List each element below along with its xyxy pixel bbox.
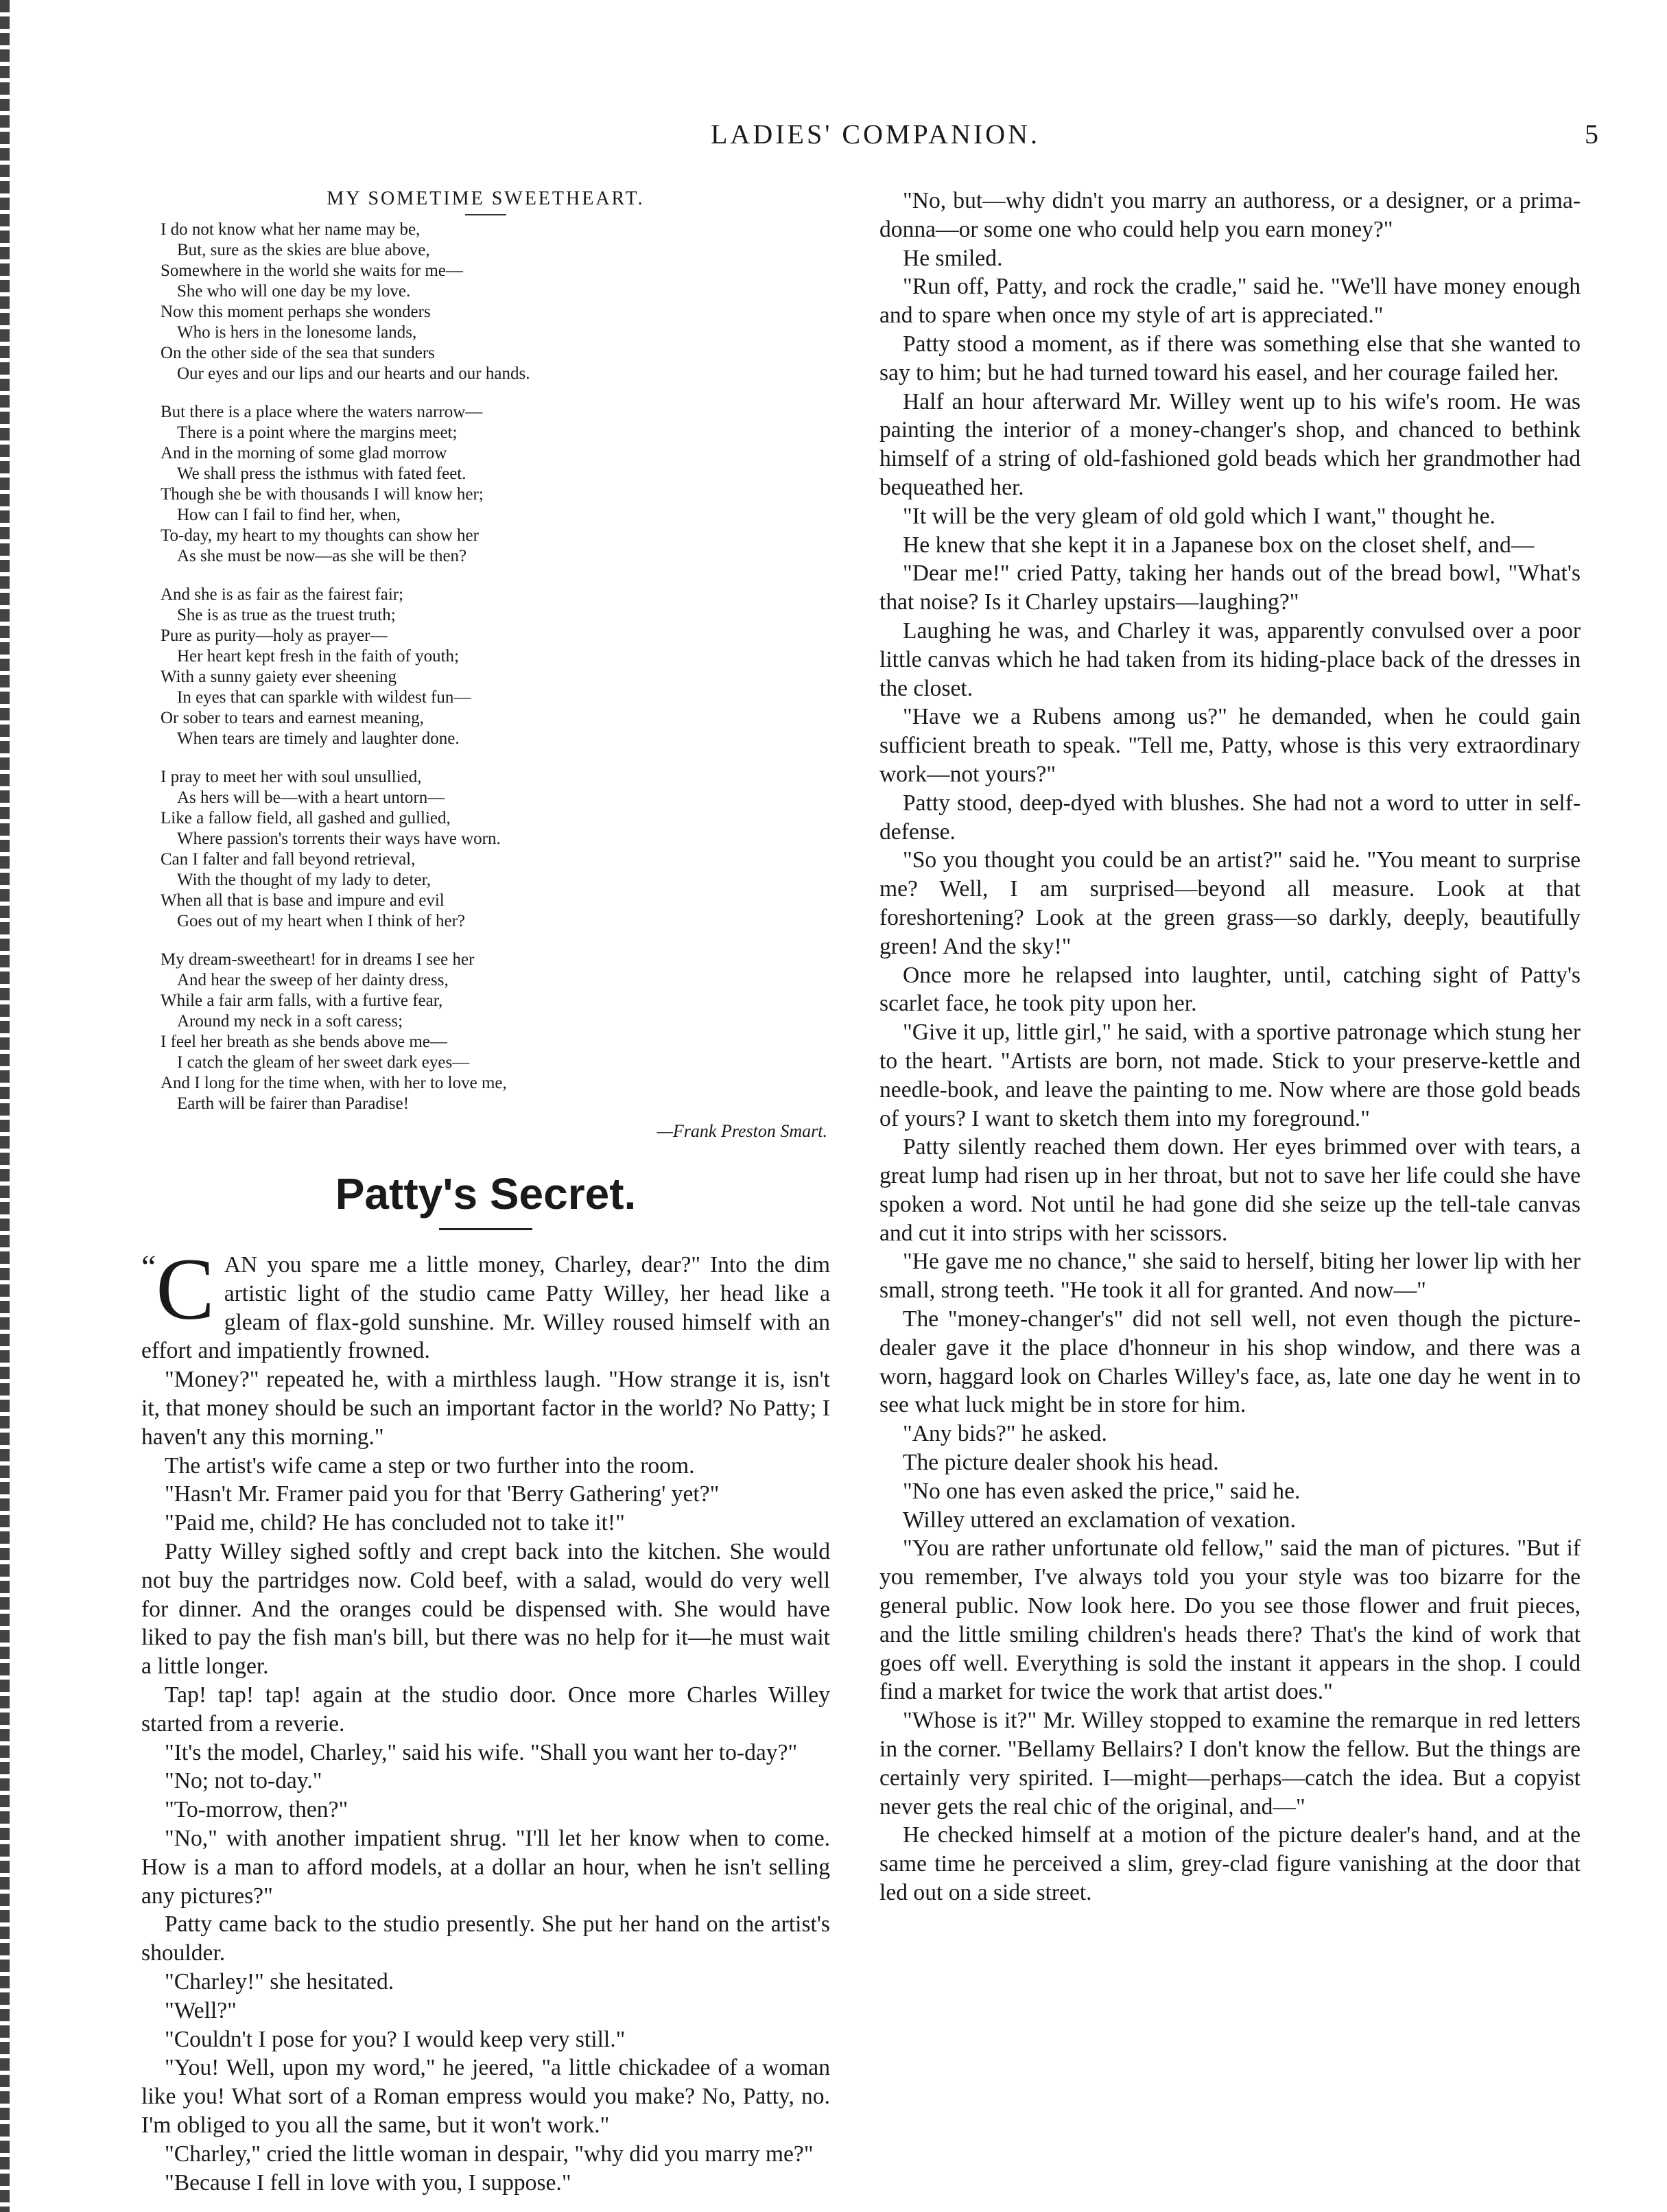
story-paragraph: The artist's wife came a step or two further into the room. [165, 1452, 695, 1479]
story-paragraph: "You! Well, upon my word," he jeered, "a little chickadee of a woman like you! What sort of a Roman empress would you make? No, Patty, no. I'm obliged to you all the same, but it won't work." [141, 2055, 830, 2138]
poem-stanza [161, 220, 830, 384]
story-paragraph: Patty stood a moment, as if there was something else that she wanted to say to him; but he had turned toward his easel, and her courage failed her. [879, 331, 1581, 386]
story-paragraph: He smiled. [903, 245, 1003, 271]
poem-line: Somewhere in the world she waits for me— [161, 261, 463, 280]
poem-attribution: —Frank Preston Smart. [657, 1121, 827, 1141]
running-header [0, 118, 1667, 159]
right-column [879, 187, 1581, 1907]
story-paragraph: "Money?" repeated he, with a mirthless laugh. "How strange it is, isn't it, that money should be such an important factor in the world? No Patty; I haven't any this morning." [141, 1367, 830, 1450]
page-binding-edge [0, 0, 10, 2212]
poem-line: As she must be now—as she will be then? [177, 547, 467, 565]
story-paragraph: "You are rather unfortunate old fellow," said the man of pictures. "But if you remember, I've always told you your style was too bizarre for the general public. Now look here. Do you see those flower and fruit pieces, and the little smiling children's heads there? That's the kind of work that goes off well. Everything is sold the instant it appears in the shop. I could find a market for twice the work that artist does." [879, 1536, 1581, 1705]
story-paragraph: "No one has even asked the price," said he. [903, 1478, 1301, 1504]
poem-line: I catch the gleam of her sweet dark eyes— [177, 1053, 470, 1072]
poem-line: I pray to meet her with soul unsullied, [161, 768, 422, 786]
story-left-text [141, 1240, 830, 2197]
poem-line: I do not know what her name may be, [161, 220, 421, 239]
poem-line: Our eyes and our lips and our hearts and our hands. [177, 364, 530, 383]
story-paragraph: The "money-changer's" did not sell well, not even though the picture-dealer gave it the place d'honneur in his shop window, and there was a worn, haggard look on Charles Willey's face, as, late one day he went in to see what luck might be in store for him. [879, 1306, 1581, 1418]
poem-line: As hers will be—with a heart untorn— [177, 788, 445, 807]
poem-line: My dream-sweetheart! for in dreams I see her [161, 950, 475, 969]
story-paragraph: "Couldn't I pose for you? I would keep very still." [165, 2026, 626, 2052]
poem-stanza [161, 585, 830, 749]
poem-line: There is a point where the margins meet; [177, 423, 458, 442]
story-paragraph: "Charley," cried the little woman in despair, "why did you marry me?" [165, 2141, 814, 2167]
story-paragraph: "Well?" [165, 1997, 237, 2023]
poem-line: Goes out of my heart when I think of her? [177, 912, 466, 930]
story-paragraph: Patty stood, deep-dyed with blushes. She had not a word to utter in self-defense. [879, 790, 1581, 845]
story-paragraph: "Run off, Patty, and rock the cradle," said he. "We'll have money enough and to spare when once my style of art is appreciated." [879, 274, 1581, 329]
poem-title: MY SOMETIME SWEETHEART. [327, 188, 645, 209]
poem-line: Or sober to tears and earnest meaning, [161, 709, 424, 727]
poem-line: And hear the sweep of her dainty dress, [177, 971, 449, 989]
poem-line: I feel her breath as she bends above me— [161, 1033, 447, 1051]
story-paragraph: "He gave me no chance," she said to herself, biting her lower lip with her small, strong teeth. "He took it all for granted. And now—" [879, 1249, 1581, 1304]
story-paragraph: "Paid me, child? He has concluded not to take it!" [165, 1510, 625, 1536]
story-paragraph: "No; not to-day." [165, 1768, 322, 1794]
story-paragraph: "Charley!" she hesitated. [165, 1968, 394, 1995]
story-title-rule [439, 1228, 532, 1230]
story-paragraph: "So you thought you could be an artist?" said he. "You meant to surprise me? Well, I am surprised—beyond all measure. Look at that foreshortening? Look at the green grass—so darkly, deeply, beautifully green! And the sky!" [879, 847, 1581, 959]
poem-line: But, sure as the skies are blue above, [177, 241, 430, 259]
poem-line: She is as true as the truest truth; [177, 606, 396, 624]
poem-line: Where passion's torrents their ways have worn. [177, 830, 501, 848]
story-paragraph: "Whose is it?" Mr. Willey stopped to examine the remarque in red letters in the corner. "Bellamy Bellairs? I don't know the fellow. But the things are certainly very spirited. I—might—perhaps—catch the idea. But a copyist never gets the real chic of the original, and—" [879, 1708, 1581, 1820]
poem-line: Her heart kept fresh in the faith of youth; [177, 647, 459, 666]
story-paragraph: He checked himself at a motion of the picture dealer's hand, and at the same time he perceived a slim, grey-clad figure vanishing at the door that led out on a side street. [879, 1822, 1581, 1906]
poem-line: Pure as purity—holy as prayer— [161, 626, 388, 645]
story-paragraph: Once more he relapsed into laughter, until, catching sight of Patty's scarlet face, he took pity upon her. [879, 962, 1581, 1017]
paragraph-text: AN you spare me a little money, Charley, dear?" Into the dim artistic light of the studio came Patty Willey, her head like a gleam of flax-gold sunshine. Mr. Willey roused himself with an effort and impatiently frowned. [141, 1252, 830, 1364]
story-paragraph: Half an hour afterward Mr. Willey went up to his wife's room. He was painting the interior of a money-changer's shop, and chanced to bethink himself of a string of old-fashioned gold beads which her grandmother had bequeathed her. [879, 388, 1581, 500]
poem-line: In eyes that can sparkle with wildest fun— [177, 688, 471, 707]
poem-line: Around my neck in a soft caress; [177, 1012, 403, 1031]
drop-cap: C [156, 1240, 215, 1338]
poem-line: With the thought of my lady to deter, [177, 871, 431, 889]
story-right-text [879, 187, 1581, 1907]
poem-line: We shall press the isthmus with fated feet. [177, 464, 466, 483]
story-paragraph [141, 1240, 830, 1365]
poem-line: But there is a place where the waters narrow— [161, 403, 483, 421]
story-paragraph: Patty Willey sighed softly and crept back into the kitchen. She would not buy the partridges now. Cold beef, with a salad, would do very well for dinner. And the oranges could be dispensed with. She would have liked to pay the fish man's bill, but there was no help for it—he must wait a little longer. [141, 1538, 830, 1680]
poem-line: Who is hers in the lonesome lands, [177, 323, 417, 342]
poem-line: With a sunny gaiety ever sheening [161, 668, 397, 686]
story-paragraph: "It will be the very gleam of old gold which I want," thought he. [903, 503, 1495, 529]
story-paragraph: Laughing he was, and Charley it was, apparently convulsed over a poor little canvas which he had taken from its hiding-place back of the dresses in the closet. [879, 617, 1581, 701]
poem-stanza [161, 950, 830, 1114]
story-paragraph: "Hasn't Mr. Framer paid you for that 'Berry Gathering' yet?" [165, 1481, 720, 1507]
poem-line: When all that is base and impure and evil [161, 891, 445, 910]
story-paragraph: Tap! tap! tap! again at the studio door. Once more Charles Willey started from a reverie. [141, 1682, 830, 1737]
poem-line: While a fair arm falls, with a furtive fear, [161, 991, 443, 1010]
story-paragraph: "Because I fell in love with you, I suppose." [165, 2169, 571, 2196]
story-paragraph: The picture dealer shook his head. [903, 1450, 1219, 1476]
story-paragraph: "No, but—why didn't you marry an authoress, or a designer, or a prima-donna—or some one who could help you earn money?" [879, 188, 1581, 242]
opening-quote: “ [141, 1249, 156, 1285]
poem-line: Can I falter and fall beyond retrieval, [161, 850, 416, 869]
poem-title-rule [465, 214, 506, 215]
left-column [141, 187, 830, 2197]
poem-line: Now this moment perhaps she wonders [161, 303, 431, 321]
poem-line: And she is as fair as the fairest fair; [161, 585, 404, 604]
poem-line: When tears are timely and laughter done. [177, 729, 460, 748]
story-paragraph: "It's the model, Charley," said his wife. "Shall you want her to-day?" [165, 1739, 798, 1765]
poem-line: She who will one day be my love. [177, 282, 411, 301]
poem-line: And in the morning of some glad morrow [161, 444, 447, 462]
story-paragraph: Patty came back to the studio presently. She put her hand on the artist's shoulder. [141, 1911, 830, 1966]
story-paragraph: He knew that she kept it in a Japanese box on the closet shelf, and— [903, 532, 1535, 558]
story-paragraph: "Dear me!" cried Patty, taking her hands out of the bread bowl, "What's that noise? Is it Charley upstairs—laughing?" [879, 561, 1581, 615]
poem-line: How can I fail to find her, when, [177, 506, 401, 524]
poem-line: Like a fallow field, all gashed and gullied, [161, 809, 451, 827]
poem-line: On the other side of the sea that sunders [161, 344, 435, 362]
story-paragraph: "Any bids?" he asked. [903, 1421, 1107, 1447]
story-paragraph: "No," with another impatient shrug. "I'll let her know when to come. How is a man to afford models, at a dollar an hour, when he isn't selling any pictures?" [141, 1825, 830, 1909]
story-paragraph: "Have we a Rubens among us?" he demanded, when he could gain sufficient breath to speak. "Tell me, Patty, whose is this very extraordinary work—not yours?" [879, 704, 1581, 787]
story-paragraph: Patty silently reached them down. Her eyes brimmed over with tears, a great lump had risen up in her throat, but not to save her life could she have spoken a word. Not until he had gone did she seize up the tell-tale canvas and cut it into strips with her scissors. [879, 1134, 1581, 1246]
poem-line: Though she be with thousands I will know her; [161, 485, 484, 504]
story-paragraph: "To-morrow, then?" [165, 1797, 348, 1823]
poem-body [141, 220, 830, 1114]
publication-title: LADIES' COMPANION. [711, 119, 1040, 150]
story-paragraph: "Give it up, little girl," he said, with a sportive patronage which stung her to the heart. "Artists are born, not made. Stick to your preserve-kettle and needle-book, and leave the painting to me. Now where are those gold beads of yours? I want to sketch them into my foreground." [879, 1020, 1581, 1131]
story-paragraph: Willey uttered an exclamation of vexation. [903, 1507, 1296, 1533]
poem-stanza [161, 767, 830, 932]
poem-line: Earth will be fairer than Paradise! [177, 1094, 410, 1113]
page-number: 5 [1585, 119, 1598, 150]
poem-line: And I long for the time when, with her to love me, [161, 1074, 507, 1092]
story-title: Patty's Secret. [335, 1169, 637, 1219]
poem-line: To-day, my heart to my thoughts can show her [161, 526, 479, 545]
poem-stanza [161, 402, 830, 567]
